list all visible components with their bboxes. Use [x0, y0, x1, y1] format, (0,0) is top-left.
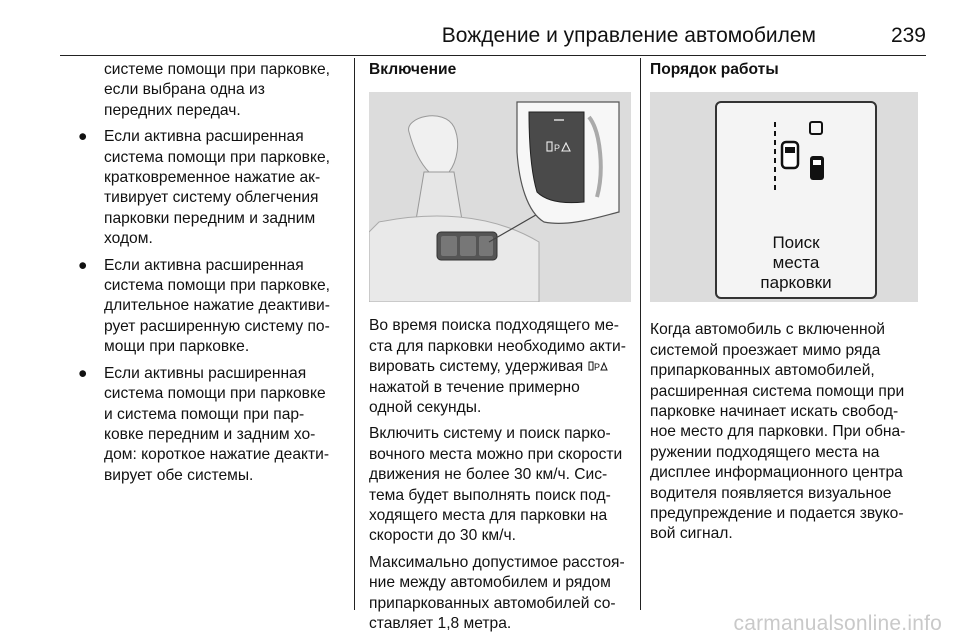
- bullet-icon: ●: [78, 128, 88, 146]
- text-line: предупреждение и подается звуко-: [650, 505, 904, 523]
- text-line: кратковременное нажатие ак-: [104, 169, 321, 187]
- text-line: Когда автомобиль с включенной: [650, 321, 885, 339]
- column-divider-left: [354, 58, 355, 610]
- text-line: [369, 357, 631, 377]
- bullet-icon: ●: [78, 256, 88, 274]
- svg-text:P: P: [554, 143, 561, 154]
- text-line: припаркованных автомобилей,: [650, 362, 875, 380]
- text-line: вочного места можно при скорости: [369, 445, 623, 463]
- text-line: если выбрана одна из: [104, 81, 265, 99]
- text-line: системой проезжает мимо ряда: [650, 341, 881, 359]
- text-fragment: вировать систему, удерживая: [369, 358, 584, 376]
- text-line: вой сигнал.: [650, 525, 733, 543]
- driver-info-display-illustration: [650, 92, 918, 302]
- text-line: парковке начинает искать свобод-: [650, 403, 899, 421]
- text-line: ное место для парковки. При обна-: [650, 423, 906, 441]
- page-title: Вождение и управление автомобилем: [441, 24, 816, 47]
- text-line: водителя появляется визуальное: [650, 484, 892, 502]
- watermark: carmanualsonline.info: [733, 612, 942, 635]
- text-line: ходом.: [104, 230, 153, 248]
- header-rule: [60, 55, 926, 56]
- text-line: ковке передним и задним хо-: [104, 425, 316, 443]
- text-line: тивирует систему облегчения: [104, 189, 319, 207]
- lead-paragraph: [104, 60, 346, 121]
- text-line: нажатой в течение примерно: [369, 378, 580, 396]
- display-line-3: парковки: [760, 273, 832, 293]
- paragraph: [369, 553, 631, 635]
- column-divider-right: [640, 58, 641, 610]
- text-line: движения не более 30 км/ч. Сис-: [369, 466, 608, 484]
- text-line: тема будет выполнять поиск под-: [369, 486, 611, 504]
- right-column: [650, 60, 926, 551]
- bullet-item: [60, 127, 346, 249]
- bullet-item: [60, 364, 346, 486]
- text-line: система помощи при парковке: [104, 385, 326, 403]
- text-line: Включить систему и поиск парко-: [369, 425, 611, 443]
- paragraph: [650, 320, 926, 544]
- text-line: Максимально допустимое расстоя-: [369, 553, 625, 571]
- section-heading-operation: Порядок работы: [650, 61, 779, 78]
- text-line: ружении подходящего места на: [650, 443, 880, 461]
- console-button-illustration: [369, 92, 631, 302]
- text-line: системе помощи при парковке,: [104, 61, 330, 78]
- text-line: мощи при парковке.: [104, 338, 250, 356]
- text-line: система помощи при парковке,: [104, 277, 330, 295]
- left-column: [60, 60, 346, 492]
- display-line-1: Поиск: [772, 233, 820, 253]
- text-line: дом: короткое нажатие деакти-: [104, 446, 330, 464]
- text-line: система помощи при парковке,: [104, 148, 330, 166]
- text-line: передних передач.: [104, 101, 241, 119]
- middle-column: [369, 60, 631, 641]
- text-line: расширенная система помощи при: [650, 382, 905, 400]
- text-line: припаркованных автомобилей со-: [369, 594, 616, 612]
- text-line: Если активна расширенная: [104, 128, 304, 146]
- text-line: рует расширенную систему по-: [104, 317, 330, 335]
- text-line: ние между автомобилем и рядом: [369, 574, 611, 592]
- text-line: одной секунды.: [369, 399, 482, 417]
- bullet-item: [60, 256, 346, 358]
- text-line: ставляет 1,8 метра.: [369, 615, 512, 633]
- svg-text:P: P: [593, 362, 600, 373]
- text-line: длительное нажатие деактиви-: [104, 297, 330, 315]
- paragraph: [369, 424, 631, 546]
- text-line: Если активны расширенная: [104, 364, 307, 382]
- text-line: парковки передним и задним: [104, 209, 316, 227]
- text-line: Во время поиска подходящего ме-: [369, 317, 619, 335]
- text-line: Если активна расширенная: [104, 256, 304, 274]
- page-header: [60, 0, 926, 56]
- text-line: вирует обе системы.: [104, 466, 254, 484]
- display-drawing: [650, 92, 918, 302]
- text-line: дисплее информационного центра: [650, 464, 903, 482]
- display-line-2: места: [772, 253, 820, 273]
- text-line: ста для парковки необходимо акти-: [369, 337, 626, 355]
- page-number: 239: [890, 24, 926, 47]
- paragraph: [369, 316, 631, 418]
- parking-assist-icon: [588, 359, 608, 373]
- text-line: скорости до 30 км/ч.: [369, 527, 516, 545]
- text-line: ходящего места для парковки на: [369, 507, 608, 525]
- text-line: и система помощи при пар-: [104, 405, 305, 423]
- section-heading-activation: Включение: [369, 61, 457, 78]
- console-drawing: [369, 92, 631, 302]
- bullet-icon: ●: [78, 364, 88, 382]
